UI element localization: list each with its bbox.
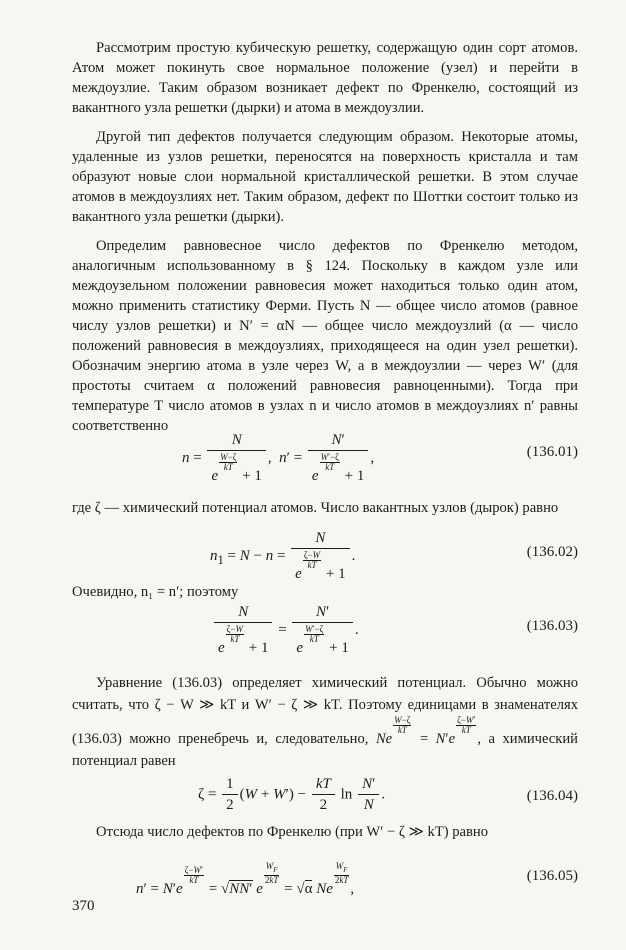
paragraph-obviously [72, 582, 578, 602]
paragraph-equation-explanation [72, 672, 578, 772]
paragraph-text: Очевидно, n₁ = n′; поэтому [72, 584, 239, 600]
equation-136-04 [72, 776, 578, 822]
paragraph-text: Уравнение (136.03) определяет химический потенциал. Обычно можно считать, что ζ − W ≫ kT и W′ − ζ ≫ kT. Поэтому единицами в знаменателях (136.03) можно пренебречь и, следовательно, [72, 675, 578, 747]
paragraph-text: где ζ — химический потенциал атомов. Число вакантных узлов (дырок) равно [72, 500, 559, 516]
paragraph-chemical-potential [72, 498, 578, 518]
paragraph-frenkel-defect [72, 38, 578, 118]
paragraph-text: Определим равновесное число дефектов по Френкелю методом, аналогичным использованному в § 124. Поскольку в каждом узле или междоузельном положении равновесия может находиться только один атом, можно применить статистику Ферми. Пусть N — общее число атомов (равное числу узлов решетки) и N′ = αN — общее число междоузлий (α — число положений равновесия в междоузлиях, приходящееся на один узел решетки). Обозначим энергию атома в узле через W, а в междоузлии — через W′ (для простоты считаем α положений равновесия равноценными). Тогда при температуре T число атомов в узлах n и число атомов в междоузлиях n′ равны соответственно [72, 238, 578, 434]
paragraph-text: Отсюда число дефектов по Френкелю (при W′ − ζ ≫ kT) равно [96, 824, 489, 840]
page-number: 370 [72, 898, 95, 914]
paragraph-schottky-defect [72, 127, 578, 227]
paragraph-text: Рассмотрим простую кубическую решетку, содержащую один сорт атомов. Атом может покинуть свое нормальное положение (узел) и перейти в междоузлие. Таким образом возникает дефект по Френкелю, состоящий из вакантного узла решетки (дырки) и атома в междоузлии. [72, 40, 578, 116]
equation-number: (136.01) [526, 444, 578, 460]
inline-formula: Ne $\frac{W-\zeta}{kT}$ = N′e $\frac{\zeta-W'}{kT}$ [375, 715, 476, 747]
equation-body: N e $\frac{\zeta-W}{kT}$ + 1 = N′ e $\frac{W'-\zeta}{kT}$ + 1 . [212, 604, 359, 657]
equation-136-02 [72, 530, 578, 586]
equation-body: n = N e $\frac{W-\zeta}{kT}$ + 1 , n′ = N′ e $\frac{W'-\zeta}{kT}$ + 1 , [182, 432, 375, 484]
equation-number: (136.04) [526, 788, 578, 804]
equation-body: $n_1 = N - n$ = N e $\frac{\zeta-W}{kT}$ + 1 . [210, 530, 356, 582]
paragraph-text: Другой тип дефектов получается следующим образом. Некоторые атомы, удаленные из узлов решетки, переносятся на поверхность кристалла и там образуют новые слои нормальной кристаллической решетки. В этом случае атомов в междоузлиях нет. Таким образом, дефект по Шоттки состоит только из вакантного узла решетки (дырки). [72, 129, 578, 225]
equation-number: (136.03) [526, 618, 578, 634]
equation-136-05 [72, 850, 578, 897]
equation-number: (136.05) [526, 868, 578, 884]
paragraph-text-tail: , а химический потенциал равен [72, 731, 578, 769]
paragraph-frenkel-count [72, 822, 578, 842]
equation-body: n′ = N′e $\frac{\zeta-W'}{kT}$ = √NN′ e $\frac{W_F}{2kT}$ = √α Ne $\frac{W_F}{2kT}$ , [136, 861, 355, 897]
equation-body: ζ = $\frac{1}{2}$ (W + W′) − $\frac{kT}{2}$ ln $\frac{N'}{N}$ . [198, 776, 386, 813]
equation-number: (136.02) [526, 544, 578, 560]
equation-136-03 [72, 604, 578, 660]
equation-136-01 [72, 432, 578, 488]
paragraph-equilibrium-number [72, 236, 578, 436]
